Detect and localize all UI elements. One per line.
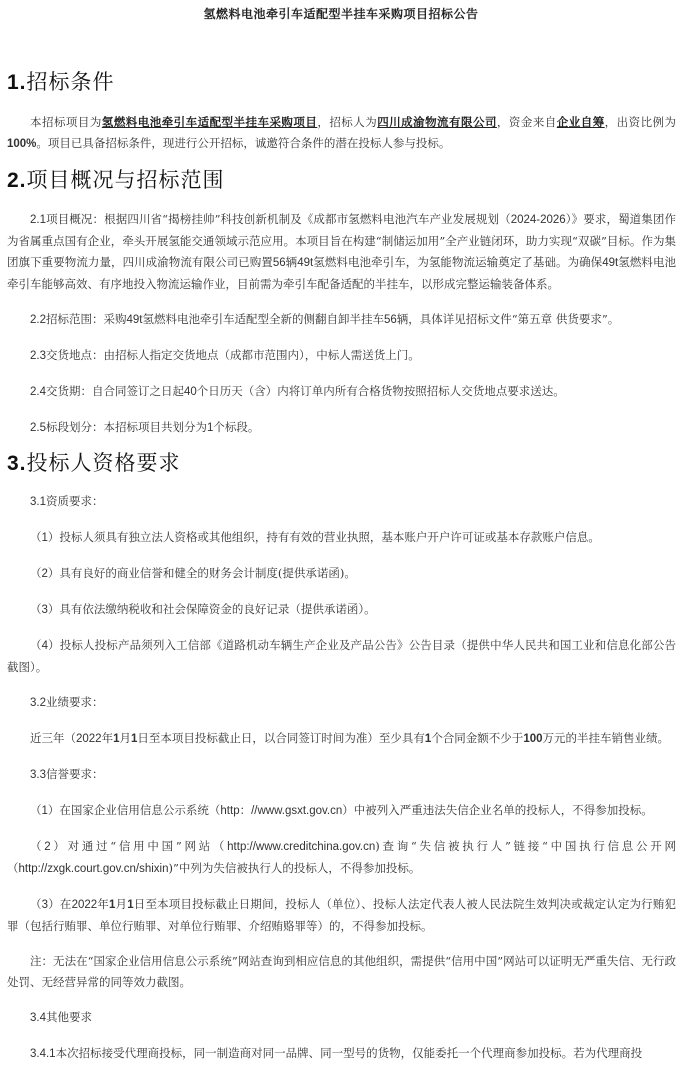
creditchina-url: http://www.creditchina.gov.cn	[227, 841, 376, 853]
performance-subheading: 3.2业绩要求：	[30, 695, 104, 709]
section-number: 1.	[7, 71, 27, 94]
credit-note: 注：无法在“国家企业信用信息公示系统”网站查询到相应信息的其他组织，需提供“信用中国”网站可以证明无严重失信、无行政处罚、无经营异常的同等效力截图。	[7, 954, 676, 989]
zxgk-url: http://zxgk.court.gov.cn/shixin	[18, 863, 169, 875]
agent-bidding-paragraph: 3.4.1本次招标接受代理商投标，同一制造商对同一品牌、同一型号的货物，仅能委托一个代理商参加投标。若为代理商投	[30, 1046, 643, 1060]
qualification-item-3: （3）具有依法缴纳税收和社会保障资金的良好记录（提供承诺函）。	[30, 602, 376, 616]
credit-item-1: （1）在国家企业信用信息公示系统（http：//www.gsxt.gov.cn）中被列入严重违法失信企业名单的投标人，不得参加投标。	[30, 803, 653, 817]
document-body	[0, 26, 682, 1065]
fund-ratio: 100%	[7, 138, 37, 150]
qualification-item-1: （1）投标人须具有独立法人资格或其他组织，持有有效的营业执照，基本账户开户许可证或基本存款账户信息。	[30, 530, 600, 544]
lot-division-paragraph: 2.5标段划分：本招标项目共划分为1个标段。	[30, 420, 260, 434]
credit-subheading: 3.3信誉要求：	[30, 767, 104, 781]
fund-source: 企业自筹	[556, 115, 605, 129]
qualification-subheading: 3.1资质要求：	[30, 494, 104, 508]
tender-scope-paragraph: 2.2招标范围：采购49t氢燃料电池牵引车适配型全新的侧翻自卸半挂车56辆，具体详见招标文件“第五章 供货要求”。	[30, 312, 620, 326]
project-overview-paragraph: 2.1项目概况：根据四川省“揭榜挂帅”科技创新机制及《成都市氢燃料电池汽车产业发展规划（2024-2026）》要求，蜀道集团作为省属重点国有企业，牵头开展氢能交通领域示范应用。本项目旨在构建“制储运加用”全产业链闭环，助力实现“双碳”目标。作为集团旗下重要物流力量，四川成渝物流有限公司已购置56辆49t氢燃料电池牵引车，为氢能物流运输奠定了基础。为确保49t氢燃料电池牵引车能够高效、有序地投入物流运输作业，目前需为牵引车配备适配的半挂车，以形成完整运输装备体系。	[7, 212, 677, 291]
section-number: 3.	[7, 452, 27, 475]
section-title: 投标人资格要求	[26, 451, 181, 475]
spacer	[7, 26, 676, 68]
tenderer-name: 四川成渝物流有限公司	[377, 115, 497, 129]
credit-item-3: （3）在2022年1月1日至本项目投标截止日期间，投标人（单位）、投标人法定代表人被人民法院生效判决或裁定认定为行贿犯罪（包括行贿罪、单位行贿罪、对单位行贿罪、介绍贿赂罪等）的，不得参加投标。	[7, 897, 677, 933]
section-heading-1	[7, 68, 676, 97]
section-heading-3	[7, 449, 676, 478]
project-name: 氢燃料电池牵引车适配型半挂车采购项目	[101, 115, 318, 129]
qualification-item-4: （4）投标人投标产品须列入工信部《道路机动车辆生产企业及产品公告》公告目录（提供中华人民共和国工业和信息化部公告截图）。	[7, 638, 676, 674]
credit-item-2: （2）对通过“信用中国”网站（http://www.creditchina.gov.cn)查询“失信被执行人”链接“中国执行信息公开网（http://zxgk.court.gov.cn/shixin)”中列为失信被执行人的投标人，不得参加投标。	[7, 839, 676, 875]
section-title: 项目概况与招标范围	[26, 168, 225, 192]
performance-requirement: 近三年（2022年1月1日至本项目投标截止日，以合同签订时间为准）至少具有1个合同金额不少于100万元的半挂车销售业绩。	[30, 731, 669, 745]
gsxt-url: http：//www.gsxt.gov.cn	[220, 805, 343, 817]
section-number: 2.	[7, 169, 27, 192]
document-title: 氢燃料电池牵引车适配型半挂车采购项目招标公告	[203, 7, 479, 21]
tender-conditions-paragraph: 本招标项目为氢燃料电池牵引车适配型半挂车采购项目，招标人为四川成渝物流有限公司，资金来自企业自筹，出资比例为100%。项目已具备招标条件，现进行公开招标，诚邀符合条件的潜在投标人参与投标。	[7, 115, 677, 150]
section-heading-2	[7, 166, 676, 195]
other-requirements-subheading: 3.4其他要求	[30, 1010, 92, 1024]
delivery-location-paragraph: 2.3交货地点：由招标人指定交货地点（成都市范围内），中标人需送货上门。	[30, 348, 420, 362]
delivery-period-paragraph: 2.4交货期：自合同签订之日起40个日历天（含）内将订单内所有合格货物按照招标人交货地点要求送达。	[30, 384, 565, 398]
section-title: 招标条件	[26, 70, 115, 94]
qualification-item-2: （2）具有良好的商业信誉和健全的财务会计制度(提供承诺函)。	[30, 566, 356, 580]
